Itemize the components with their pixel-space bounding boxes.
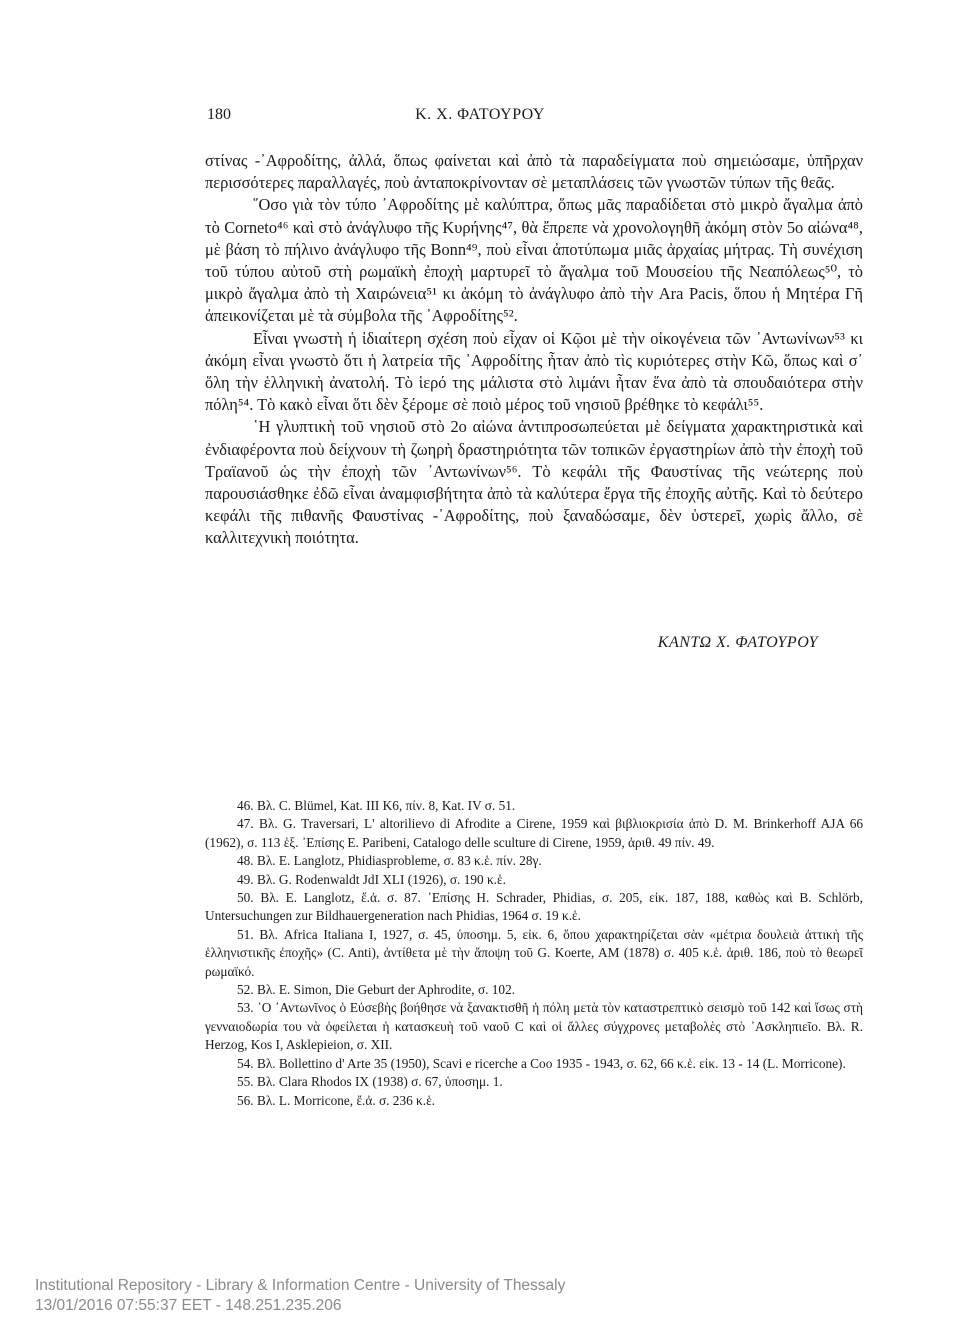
body-paragraph: Εἶναι γνωστὴ ἡ ἰδιαίτερη σχέση ποὺ εἶχαν οἱ Κῷοι μὲ τὴν οἰκογένεια τῶν ᾿Αντωνίνων⁵³ κι ἀκόμη εἶναι γνωστὸ ὅτι ἡ λατρεία τῆς ᾿Αφροδίτης ἦταν ἀπὸ τὶς κυριότερες στὴν Κῶ, ὅπως καὶ σ᾿ ὅλη τὴν ἑλληνικὴ ἀνατολή. Τὸ ἱερό της μάλιστα στὸ λιμάνι ἦταν ἕνα ἀπὸ τὰ σπουδαιότερα στὴν πόλη⁵⁴. Τὸ κακὸ εἶναι ὅτι δὲν ξέρομε σὲ ποιὸ μέρος τοῦ νησιοῦ βρέθηκε τὸ κεφάλι⁵⁵. bbox=[205, 328, 863, 415]
page-number: 180 bbox=[207, 106, 231, 123]
footnote: 53. ῾Ο ᾿Αντωνῖνος ὁ Εὐσεβὴς βοήθησε νὰ ξανακτισθῆ ἡ πόλη μετὰ τὸν καταστρεπτικὸ σεισμὸ τοῦ 142 καὶ ἴσως στὴ γενναιοδωρία του νὰ ὀφείλεται ἡ κατασκευὴ τοῦ ναοῦ C καὶ οἱ ἄλλες σύγχρονες μεταβολὲς στὸ ᾿Ασκληπιεῖο. Βλ. R. Herzog, Kos I, Asklepieion, σ. XII. bbox=[205, 1000, 863, 1053]
footnote: 46. Βλ. C. Blümel, Kat. III K6, πίν. 8, Kat. IV σ. 51. bbox=[237, 798, 516, 813]
body-paragraph: ῞Οσο γιὰ τὸν τύπο ᾿Αφροδίτης μὲ καλύπτρα, ὅπως μᾶς παραδίδεται στὸ μικρὸ ἄγαλμα ἀπὸ τὸ Corneto⁴⁶ καὶ στὸ ἀνάγλυφο τῆς Κυρήνης⁴⁷, θὰ ἔπρεπε νὰ χρονολογηθῆ ἀκόμη στὸν 5ο αἰώνα⁴⁸, μὲ βάση τὸ πήλινο ἀνάγλυφο τῆς Bonn⁴⁹, ποὺ εἶναι ἀποτύπωμα μιᾶς ἀρχαίας μήτρας. Τὴ συνέχιση τοῦ τύπου αὐτοῦ στὴ ρωμαϊκὴ ἐποχὴ μαρτυρεῖ τὸ ἄγαλμα τοῦ Μουσείου τῆς Νεαπόλεως⁵⁰, τὸ μικρὸ ἄγαλμα ἀπὸ τὴ Χαιρώνεια⁵¹ κι ἀκόμη τὸ ἀνάγλυφο ἀπὸ τὴν Ara Pacis, ὅπου ἡ Μητέρα Γῆ ἀπεικονίζεται μὲ τὰ σύμβολα τῆς ᾿Αφροδίτης⁵². bbox=[205, 195, 863, 326]
body-text bbox=[205, 150, 863, 550]
body-paragraph: ῾Η γλυπτικὴ τοῦ νησιοῦ στὸ 2ο αἰώνα ἀντιπροσωπεύεται μὲ δείγματα χαρακτηριστικὰ καὶ ἐνδιαφέροντα ποὺ δείχνουν τὴ ζωηρὴ δραστηριότητα τῶν τοπικῶν ἐργαστηρίων ἀπὸ τὴν ἐποχὴ τοῦ Τραϊανοῦ ὡς τὴν ἐποχὴ τῶν ᾿Αντωνίνων⁵⁶. Τὸ κεφάλι τῆς Φαυστίνας τῆς νεώτερης ποὺ παρουσιάσθηκε ἐδῶ εἶναι ἀναμφισβήτητα ἀπὸ τὰ καλύτερα ἔργα τῆς ἐποχῆς αὐτῆς. Καὶ τὸ δεύτερο κεφάλι τῆς πιθανῆς Φαυστίνας -᾿Αφροδίτης, ποὺ ξαναδώσαμε, δὲν ὑστερεῖ, χωρὶς ἄλλο, σὲ καλλιτεχνικὴ ποιότητα. bbox=[205, 417, 863, 548]
author-signature: ΚΑΝΤΩ Χ. ΦΑΤΟΥΡΟΥ bbox=[657, 634, 818, 651]
footer-timestamp-line: 13/01/2016 07:55:37 EET - 148.251.235.206 bbox=[35, 1296, 342, 1314]
footnote: 48. Βλ. E. Langlotz, Phidiasprobleme, σ. 83 κ.ἑ. πίν. 28γ. bbox=[237, 853, 542, 869]
footnote: 52. Βλ. E. Simon, Die Geburt der Aphrodite, σ. 102. bbox=[237, 982, 516, 998]
footnote: 47. Βλ. G. Traversari, L' altorilievo di Afrodite a Cirene, 1959 καὶ βιβλιοκρισία ἀπὸ D. M. Brinkerhoff AJA 66 (1962), σ. 113 ἑξ. ᾿Επίσης E. Paribeni, Catalogo delle sculture di Cirene, 1959, ἀριθ. 49 πίν. 49. bbox=[205, 816, 863, 850]
running-title: Κ. Χ. ΦΑΤΟΥΡΟΥ bbox=[415, 106, 545, 123]
footer-repository-line: Institutional Repository - Library & Information Centre - University of Thessaly bbox=[35, 1277, 566, 1294]
footnote: 54. Βλ. Bollettino d' Arte 35 (1950), Scavi e ricerche a Coo 1935 - 1943, σ. 62, 66 κ.ἑ. εἰκ. 13 - 14 (L. Morricone). bbox=[237, 1055, 846, 1071]
repository-footer bbox=[35, 1276, 565, 1315]
footnote: 49. Βλ. G. Rodenwaldt JdI XLI (1926), σ. 190 κ.ἑ. bbox=[237, 871, 506, 887]
footnote: 56. Βλ. L. Morricone, ἔ.ἀ. σ. 236 κ.ἑ. bbox=[237, 1092, 435, 1108]
body-paragraph: στίνας -᾿Αφροδίτης, ἀλλά, ὅπως φαίνεται καὶ ἀπὸ τὰ παραδείγματα ποὺ σημειώσαμε, ὑπῆρχαν περισσότερες παραλλαγές, ποὺ ἀνταποκρίνονταν σὲ μεταπλάσεις τῶν γνωστῶν τύπων τῆς θεᾶς. bbox=[205, 151, 863, 193]
footnote: 55. Βλ. Clara Rhodos IX (1938) σ. 67, ὑποσημ. 1. bbox=[237, 1074, 503, 1090]
footnotes bbox=[205, 797, 863, 1110]
footnote: 50. Βλ. E. Langlotz, ἔ.ἀ. σ. 87. ᾿Επίσης H. Schrader, Phidias, σ. 205, εἰκ. 187, 188, καθὼς καὶ B. Schlörb, Untersuchungen zur Bildhauergeneration nach Phidias, 1964 σ. 19 κ.ἑ. bbox=[205, 890, 863, 924]
footnote: 51. Βλ. Africa Italiana I, 1927, σ. 45, ὑποσημ. 5, εἰκ. 6, ὅπου χαρακτηρίζεται σὰν «μέτρια δουλειὰ ἀττικὴ τῆς ἑλληνιστικῆς ἐποχῆς» (C. Anti), ἀντίθετα μὲ τὴν ἄποψη τοῦ G. Koerte, AM (1878) σ. 405 κ.ἑ. ἀριθ. 186, ποὺ τὸ θεωρεῖ ρωμαϊκό. bbox=[205, 926, 863, 979]
